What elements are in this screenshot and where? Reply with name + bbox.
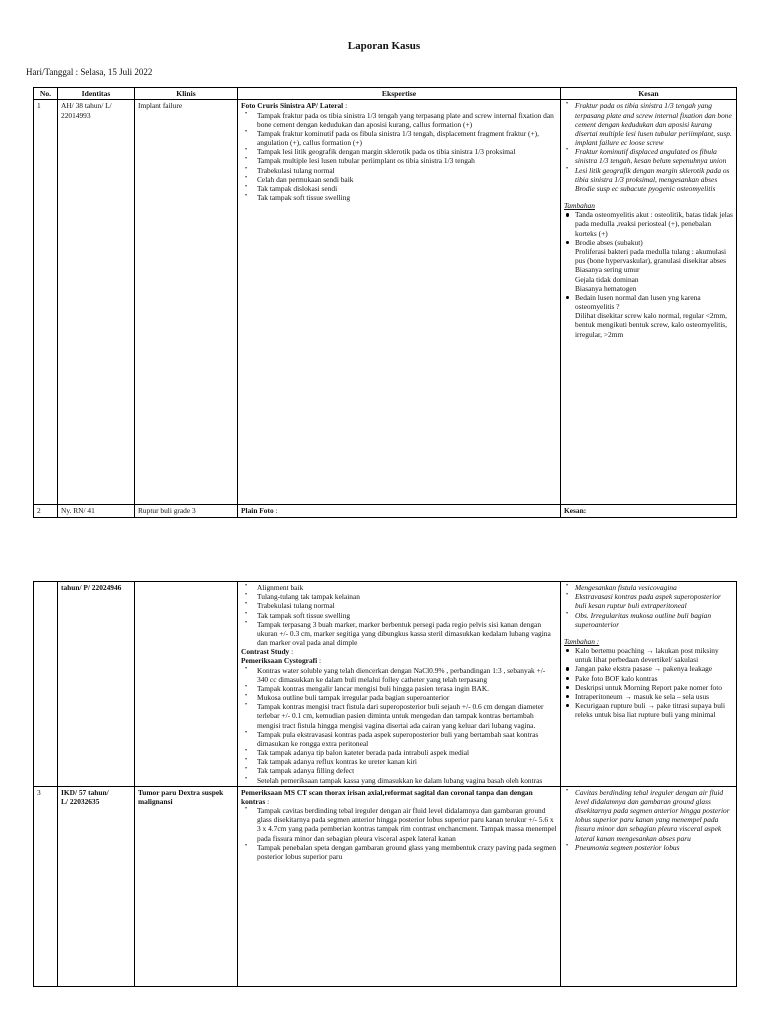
case-ekspertise [238, 786, 561, 986]
case-identitas: Ny. RN/ 41 [58, 505, 135, 517]
plain-foto-list [241, 583, 557, 647]
contrast-heading: Contrast Study : [241, 647, 294, 657]
case-ekspertise [238, 582, 561, 787]
list-item: • Kontras water soluble yang telah diencerkan dengan NaCl0.9% , perbandingan 1:3 , sebanyak +/- 340 cc dimasukkan ke dalam buli melalui folley catheter yang telah terpasang [241, 666, 557, 684]
kesan-list [564, 101, 733, 193]
list-item: • Fraktur pada os tibia sinistra 1/3 tengah yang terpasang plate and screw internal fixation dan bone cement dengan kedudukan dan aposisi kurang disertai multiple lesi lusen tubular periimplant, susp. implant failure ec loose screw [564, 101, 733, 147]
table-row [34, 505, 737, 517]
cystografi-heading: Pemeriksaan Cystografi : [241, 656, 322, 666]
list-item: • Lesi litik geografik dengan margin sklerotik pada os tibia sinistra 1/3 proksimal, mengesankan abses Brodie susp ec subacute pyogenic osteomyelitis [564, 166, 733, 194]
list-item: • Trabekulasi tulang normal [241, 601, 557, 610]
list-item: • Tampak multiple lesi lusen tubular periimplant os tibia sinistra 1/3 tengah [241, 156, 557, 165]
list-item: • Obs. Irregularitas mukosa outline buli bagian superoanterior [564, 611, 733, 629]
report-title: Laporan Kasus [347, 40, 421, 52]
list-item: • Tampak lesi litik geografik dengan margin sklerotik pada os tibia sinistra 1/3 proksimal [241, 147, 557, 156]
list-item: • Tulang-tulang tak tampak kelainan [241, 592, 557, 601]
list-item: • Alignment baik [241, 583, 557, 592]
list-item: • Tampak fraktur kominutif pada os fibula sinistra 1/3 tengah, displacement fragment fraktur (+), angulation (+), callus formation (+) [241, 129, 557, 147]
case-table-1 [33, 87, 737, 518]
tambahan-list [564, 646, 733, 719]
list-item-text: Brodie abses (subakut) [575, 237, 643, 247]
list-item: Pake foto BOF kalo kontras [564, 674, 733, 683]
list-item: • Celah dan permukaan sendi baik [241, 175, 557, 184]
list-item: Kalo bertemu poaching → lakukan post miksiny untuk lihat perbedaan devertikel/ sakulasi [564, 646, 733, 664]
list-item: • Trabekulasi tulang normal [241, 166, 557, 175]
list-item [564, 238, 733, 293]
header-ekspertise: Ekspertise [238, 88, 561, 100]
list-item: • Tampak kontras mengalir lancar mengisi buli hingga pasien terasa ingin BAK. [241, 684, 557, 693]
table-header-row [34, 88, 737, 100]
list-item: • Pneumonia segmen posterior lobus [564, 843, 733, 852]
ekspertise-heading: Foto Cruris Sinistra AP/ Lateral : [241, 101, 348, 111]
list-item: Kecurigaan rupture buli → pake titrasi supaya buli releks untuk bisa liat rupture buli yang minimal [564, 701, 733, 719]
list-item-text: Tanda osteomyelitis akut : osteolitik, batas tidak jelas pada medulla ,reaksi periosteal (+), penebalan korteks (+) [575, 210, 733, 238]
header-no: No. [34, 88, 58, 100]
list-item: • Tak tampak adanya tip balon kateter berada pada intrabuli aspek medial [241, 748, 557, 757]
report-date: Hari/Tanggal : Selasa, 15 Juli 2022 [26, 67, 153, 77]
case-no: 2 [34, 505, 58, 517]
case-klinis: Ruptur buli grade 3 [135, 505, 238, 517]
case-ekspertise [238, 100, 561, 505]
case-identitas: AH/ 38 tahun/ L/ 22014993 [58, 100, 135, 505]
ekspertise-heading: Pemeriksaan MS CT scan thorax irisan axial,reformat sagital dan coronal tanpa dan dengan kontras : [241, 787, 533, 806]
case-kesan [561, 786, 737, 986]
case-no: 3 [34, 786, 58, 986]
list-item: • Cavitas berdinding tebal ireguler dengan air fluid level didalamnya dan gambaran ground glass disekitarnya pada segmen anterior hingga posterior lobus superior paru kanan yang menempel pada fissura minor dan sebagian pleura visceral aspek lateral kanan mengesankan abses paru [564, 788, 733, 843]
list-item: • Setelah pemeriksaan tampak kassa yang dimasukkan ke dalam lubang vagina basah oleh kontras [241, 776, 557, 785]
list-subitem: Gejala tidak dominan [575, 274, 639, 284]
table-row [34, 582, 737, 787]
list-subitem: Biasanya hematogen [575, 283, 637, 293]
kesan-list [564, 788, 733, 852]
list-item: • Tak tampak adanya filling defect [241, 766, 557, 775]
list-subitem: Dilihat disekitar screw kalo normal, regular <2mm, bentuk mengikuti bentuk screw, kalo osteomyelitis, irregular, >2mm [575, 311, 728, 339]
list-item: • Tampak pula ekstravasasi kontras pada aspek superoposterior buli yang bertambah saat kontras dimasukan ke rongga extra peritoneal [241, 730, 557, 748]
list-item: • Ekstravasasi kontras pada aspek superoposterior buli kesan ruptur buli extraperitoneal [564, 592, 733, 610]
list-item: Jangan pake ekstra pasase → pakenya leakage [564, 664, 733, 673]
list-subitem: Biasanya sering umur [575, 265, 640, 275]
case-klinis: Implant failure [135, 100, 238, 505]
cystografi-list [241, 666, 557, 785]
case-ekspertise: Plain Foto : [238, 505, 561, 517]
list-subitem: Proliferasi bakteri pada medulla tulang : akumulasi pus (bone hypervaskular), granulasi disekitar abses [575, 246, 727, 266]
list-item: • Tak tampak adanya reflux kontras ke ureter kanan kiri [241, 757, 557, 766]
table-row [34, 100, 737, 505]
list-item: • Mukosa outline buli tampak irregular pada bagian superoanterior [241, 693, 557, 702]
list-item: • Tampak cavitas berdinding tebal ireguler dengan air fluid level didalamnya dan gambaran ground glass disekitarnya pada segmen anterior hingga posterior lobus superior paru kanan terukur +/- 5.6 x 3 x 4.7cm yang pada pemberian kontras tampak rim contrast enchancment. Tampak massa menempel pada fissura minor dan sebagian pleura visceral aspek lateral kanan [241, 806, 557, 843]
header-klinis: Klinis [135, 88, 238, 100]
list-item [564, 293, 733, 339]
ekspertise-list [241, 806, 557, 861]
tambahan-label: Tambahan : [564, 636, 600, 646]
list-item: • Tampak terpasang 3 buah marker, marker berbentuk persegi pada regio pelvis sisi kanan dengan ukuran +/- 0.3 cm, marker segitiga yang dibungkus kassa steril dimasukkan kedalam lubang vagina dan marker oval pada anal dimple [241, 620, 557, 648]
tambahan-label: Tambahan [564, 201, 595, 211]
list-item: • Fraktur kominutif displaced angulated os fibula sinistra 1/3 tengah, kesan belum sepenuhnya union [564, 147, 733, 165]
list-item: • Tampak penebalan speta dengan gambaran ground glass yang membentuk crazy paving pada segmen posterior lobus superior paru [241, 843, 557, 861]
case-klinis: Tumor paru Dextra suspek malignansi [135, 786, 238, 986]
case-table-2 [33, 581, 737, 987]
list-item: • Tak tampak soft tissue swelling [241, 193, 557, 202]
case-no: 1 [34, 100, 58, 505]
list-item [564, 210, 733, 238]
header-kesan: Kesan [561, 88, 737, 100]
case-identitas: IKD/ 57 tahun/ L/ 22032635 [58, 786, 135, 986]
list-item: • Tak tampak soft tissue swelling [241, 611, 557, 620]
list-item: • Mengesankan fistula vesicovagina [564, 583, 733, 592]
tambahan-list [564, 210, 733, 338]
list-item: • Tak tampak dislokasi sendi [241, 184, 557, 193]
kesan-list [564, 583, 733, 629]
case-identitas: tahun/ P/ 22024946 [58, 582, 135, 787]
case-kesan: Kesan: [561, 505, 737, 517]
list-item: Intraperitoneum → masuk ke sela – sela usus [564, 692, 733, 701]
case-kesan [561, 582, 737, 787]
list-item: Deskripsi untuk Morning Report pake nomer foto [564, 683, 733, 692]
list-item: • Tampak kontras mengisi tract fistula dari superoposterior buli sejauh +/- 0.6 cm dengan diameter terlebar +/- 0.1 cm, kemudian pasien diminta untuk mengedan dan tampak kontras bertambah mengisi tract fistula hingga mengisi vagina disertai ada cairan yang keluar dari lubang vagina. [241, 702, 557, 730]
header-identitas: Identitas [58, 88, 135, 100]
table-row [34, 786, 737, 986]
case-kesan [561, 100, 737, 505]
list-item: • Tampak fraktur pada os tibia sinistra 1/3 tengah yang terpasang plate and screw internal fixation dan bone cement dengan kedudukan dan aposisi kurang, callus formation (+) [241, 111, 557, 129]
list-item-text: Bedain lusen normal dan lusen yng karena osteomyelitis ? [575, 292, 701, 312]
ekspertise-list [241, 111, 557, 203]
